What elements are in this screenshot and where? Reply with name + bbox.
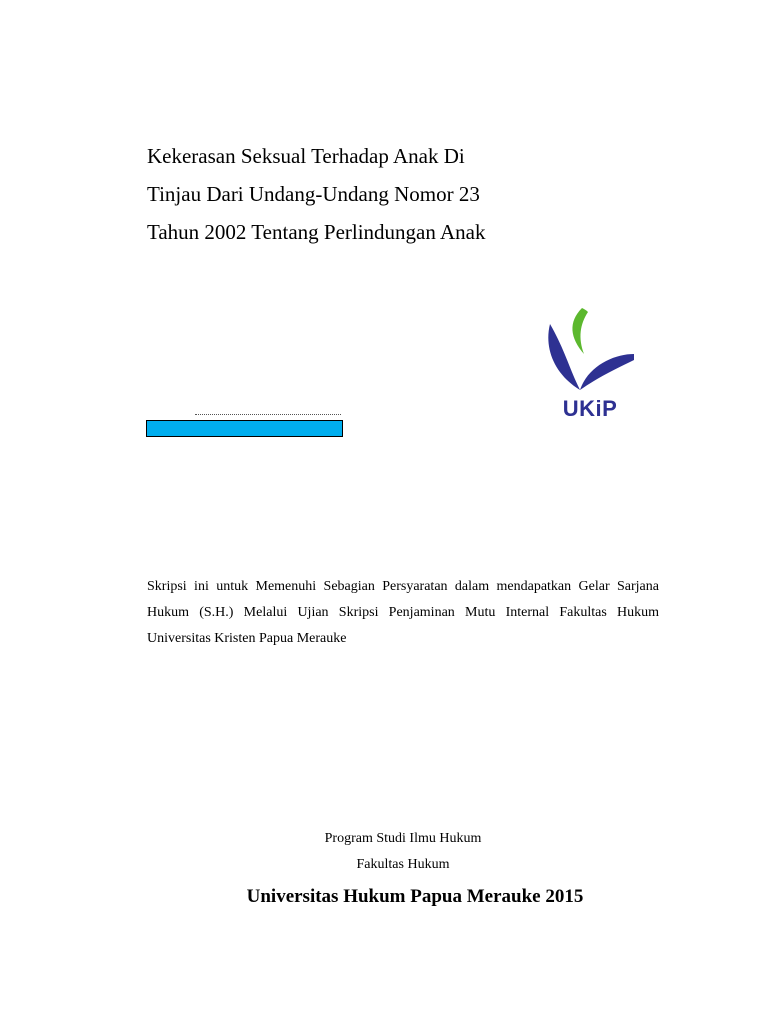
ukip-logo (544, 304, 636, 428)
program-name: Program Studi Ilmu Hukum (324, 831, 482, 846)
logo-text: UKiP (562, 396, 618, 421)
university-name: Universitas Hukum Papua Merauke 2015 (246, 886, 584, 907)
thesis-title (147, 137, 667, 251)
dotted-separator (195, 414, 341, 415)
title-line-3: Tahun 2002 Tentang Perlindungan Anak (147, 220, 486, 244)
title-line-2: Tinjau Dari Undang-Undang Nomor 23 (147, 182, 480, 206)
title-line-1: Kekerasan Seksual Terhadap Anak Di (147, 144, 465, 168)
accent-bar (146, 420, 343, 437)
footer-block (147, 826, 659, 912)
purpose-statement: Skripsi ini untuk Memenuhi Sebagian Persyaratan dalam mendapatkan Gelar Sarjana Hukum (S.H.) Melalui Ujian Skripsi Penjaminan Mutu Internal Fakultas Hukum Universitas Kristen Papua Merauke (147, 579, 659, 646)
ukip-leaf-icon (544, 304, 636, 396)
faculty-name: Fakultas Hukum (356, 857, 450, 872)
